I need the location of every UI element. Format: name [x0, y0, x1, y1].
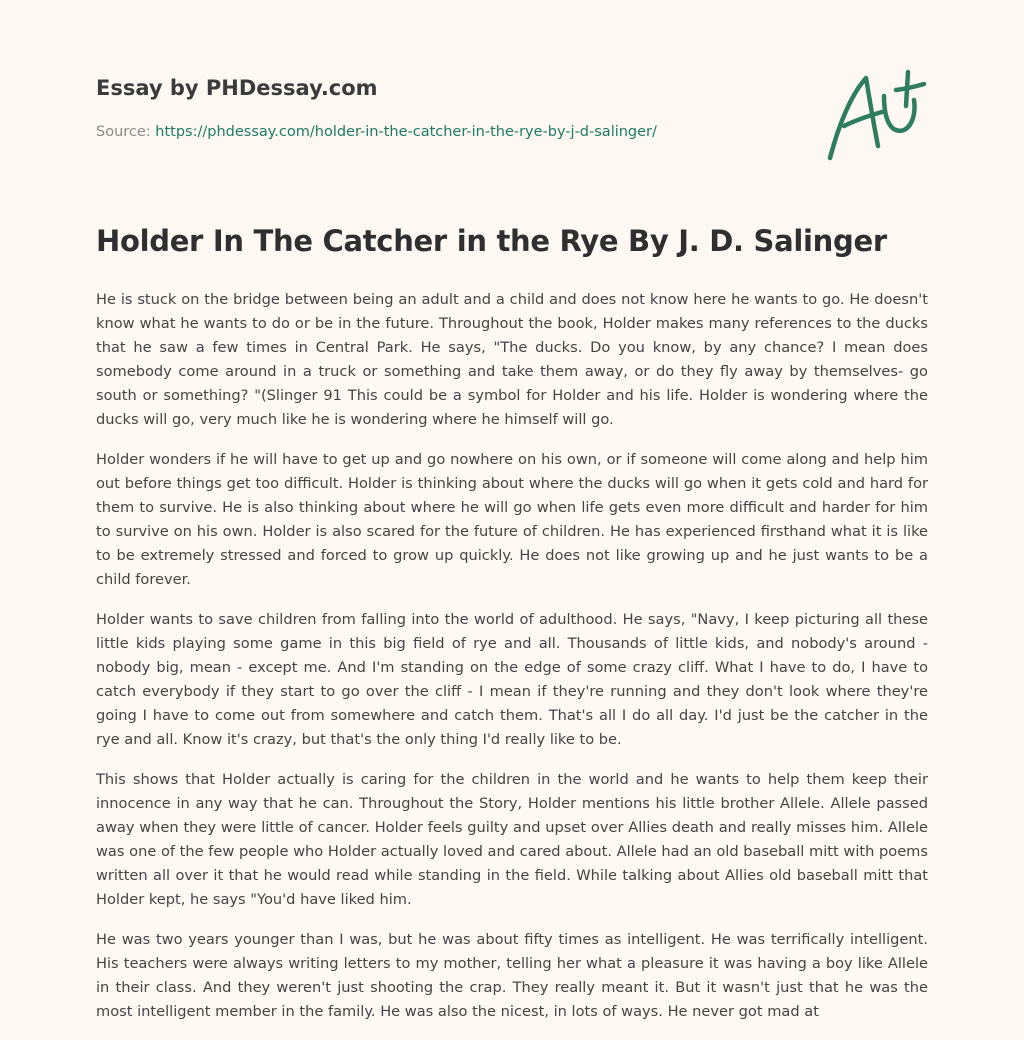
source-label: Source:	[96, 124, 151, 140]
essay-paragraph: He is stuck on the bridge between being an adult and a child and does not know here he wants to go. He doesn't know what he wants to do or be in the future. Throughout the book, Holder makes many references to the ducks that he saw a few times in Central Park. He says, "The ducks. Do you know, by any chance? I mean does somebody come around in a truck or something and take them away, or do they fly away by themselves- go south or something? "(Slinger 91 This could be a symbol for Holder and his life. Holder is wondering where the ducks will go, very much like he is wondering where he himself will go.	[96, 291, 928, 428]
essay-body	[96, 288, 928, 1040]
source-line	[96, 124, 657, 140]
source-link[interactable]: https://phdessay.com/holder-in-the-catcher-in-the-rye-by-j-d-salinger/	[155, 124, 657, 140]
site-name: Essay by PHDessay.com	[96, 76, 378, 100]
essay-paragraph: He was two years younger than I was, but he was about fifty times as intelligent. He was terrifically intelligent. His teachers were always writing letters to my mother, telling her what a pleasure it was having a boy like Allele in their class. And they weren't just shooting the crap. They really meant it. But it wasn't just that he was the most intelligent member in the family. He was also the nicest, in lots of ways. He never got mad at	[96, 931, 928, 1020]
essay-paragraph: Holder wonders if he will have to get up and go nowhere on his own, or if someone will come along and help him out before things get too difficult. Holder is thinking about where the ducks will go when it gets cold and hard for them to survive. He is also thinking about where he will go when life gets even more difficult and harder for him to survive on his own. Holder is also scared for the future of children. He has experienced firsthand what it is like to be extremely stressed and forced to grow up quickly. He does not like growing up and he just wants to be a child forever.	[96, 451, 928, 588]
a-plus-grade-icon	[820, 66, 930, 166]
essay-paragraph: Holder wants to save children from falling into the world of adulthood. He says, "Navy, I keep picturing all these little kids playing some game in this big field of rye and all. Thousands of little kids, and nobody's around - nobody big, mean - except me. And I'm standing on the edge of some crazy cliff. What I have to do, I have to catch everybody if they start to go over the cliff - I mean if they're running and they don't look where they're going I have to come out from somewhere and catch them. That's all I do all day. I'd just be the catcher in the rye and all. Know it's crazy, but that's the only thing I'd really like to be.	[96, 611, 928, 748]
essay-title: Holder In The Catcher in the Rye By J. D. Salinger	[96, 224, 887, 258]
essay-paragraph: This shows that Holder actually is caring for the children in the world and he wants to help them keep their innocence in any way that he can. Throughout the Story, Holder mentions his little brother Allele. Allele passed away when they were little of cancer. Holder feels guilty and upset over Allies death and really misses him. Allele was one of the few people who Holder actually loved and cared about. Allele had an old baseball mitt with poems written all over it that he would read while standing in the field. While talking about Allies old baseball mitt that Holder kept, he says "You'd have liked him.	[96, 771, 928, 908]
